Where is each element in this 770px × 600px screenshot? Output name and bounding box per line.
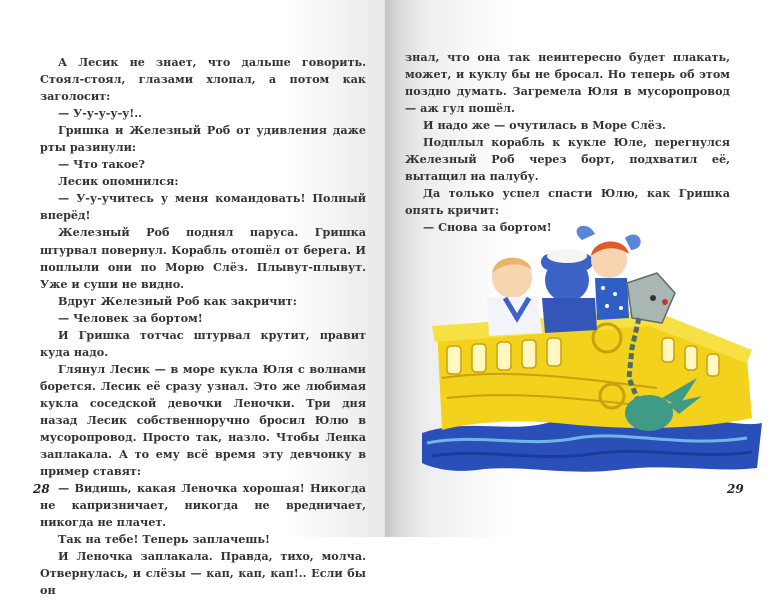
paragraph: Лесик опомнился: — [58, 174, 179, 189]
paragraph: Глянул Лесик — в море кукла Юля с волнами борется. Лесик её сразу узнал. Это же любимая кукла соседской девочки Леночки. Три дня назад Лесик собственноручно бросил Юлю в мусоропровод. Просто так, назло. Чтобы Ленка заплакала. А то ему всё время эту девчонку в пример ставят: — [40, 361, 366, 479]
paragraph: Гришка и Железный Роб от удивления даже рты разинули: — [40, 123, 366, 155]
right-page-text — [405, 49, 730, 237]
page-number-left: 28 — [33, 482, 50, 496]
paragraph: — У-у-учитесь у меня командовать! Полный вперёд! — [40, 191, 366, 223]
paragraph: — Снова за бортом! — [423, 220, 552, 235]
paragraph: — Человек за бортом! — [58, 310, 203, 325]
paragraph: И надо же — очутилась в Море Слёз. — [423, 118, 666, 133]
paragraph: — У-у-у-у-у!.. — [58, 106, 143, 121]
paragraph: И Гришка тотчас штурвал крутит, правит куда надо. — [40, 327, 366, 359]
page-number-right: 29 — [727, 482, 744, 496]
left-page — [0, 0, 385, 598]
paragraph: Да только успел спасти Юлю, как Гришка опять кричит: — [405, 186, 730, 218]
ship-illustration — [417, 218, 767, 478]
paragraph: Подплыл корабль к кукле Юле, перегнулся Железный Роб через борт, подхватил её, вытащил на палубу. — [405, 135, 730, 184]
paragraph: — Что такое? — [58, 157, 145, 172]
paragraph: И Леночка заплакала. Правда, тихо, молча. Отвернулась, и слёзы — кап, кап, кап!.. Если бы он — [40, 549, 366, 598]
paragraph: А Лесик не знает, что дальше говорить. Стоял-стоял, глазами хлопал, а потом как заголосит: — [40, 55, 366, 104]
paragraph: Железный Роб поднял паруса. Гришка штурвал повернул. Корабль отошёл от берега. И поплыли они по Морю Слёз. Плывут-плывут. Уже и суши не видно. — [40, 225, 366, 291]
paragraph: Вдруг Железный Роб как закричит: — [58, 293, 297, 308]
paragraph: знал, что она так неинтересно будет плакать, может, и куклу бы не бросал. Но теперь об этом поздно думать. Загремела Юля в мусоропровод — аж гул пошёл. — [405, 50, 730, 116]
left-page-text — [40, 54, 366, 600]
paragraph: — Видишь, какая Леночка хорошая! Никогда не капризничает, никогда не вредничает, никогда не плачет. — [40, 481, 366, 530]
paragraph: Так на тебе! Теперь заплачешь! — [58, 532, 270, 547]
right-page — [385, 0, 770, 537]
